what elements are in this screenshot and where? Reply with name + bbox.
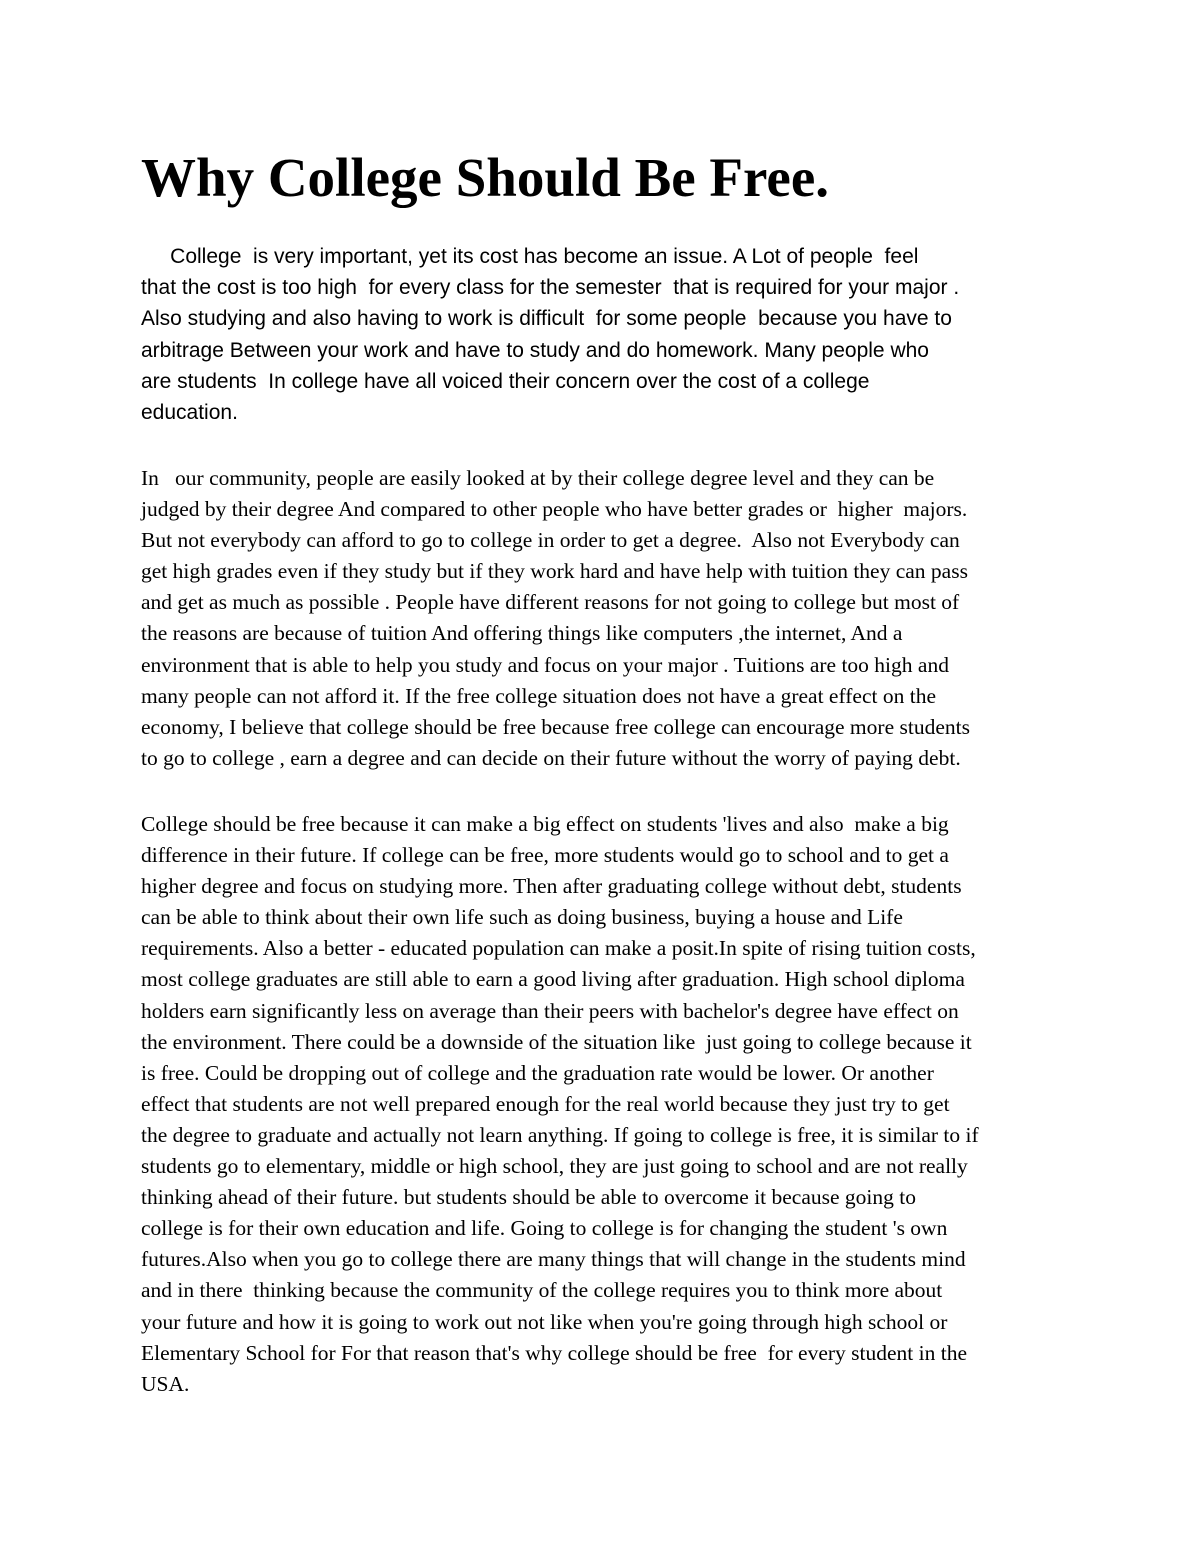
paragraph-line: effect that students are not well prepared enough for the real world because they just try to get [141, 1091, 950, 1116]
paragraph-line: Also studying and also having to work is difficult for some people because you have to [141, 307, 952, 331]
paragraph-line: environment that is able to help you study and focus on your major . Tuitions are too high and [141, 652, 949, 677]
paragraph-line: economy, I believe that college should be free because free college can encourage more students [141, 714, 970, 739]
paragraph-line: futures.Also when you go to college there are many things that will change in the students mind [141, 1247, 966, 1272]
paragraph-line: In our community, people are easily looked at by their college degree level and they can be [141, 466, 935, 490]
paragraph-line: education. [141, 401, 238, 425]
paragraph-line: USA. [141, 1371, 190, 1396]
paragraph-line: But not everybody can afford to go to college in order to get a degree. Also not Everybody can [141, 528, 960, 553]
paragraph-line: College should be free because it can make a big effect on students 'lives and also make a big [141, 812, 949, 836]
paragraph-line: and get as much as possible . People have different reasons for not going to college but most of [141, 590, 960, 615]
paragraph-line: is free. Could be dropping out of college and the graduation rate would be lower. Or another [141, 1060, 934, 1085]
paragraph-line: the environment. There could be a downside of the situation like just going to college because it [141, 1029, 972, 1054]
paragraph-line: most college graduates are still able to earn a good living after graduation. High school diploma [141, 967, 965, 992]
paragraph-1 [141, 241, 959, 428]
paragraph-line: the reasons are because of tuition And offering things like computers ,the internet, And a [141, 621, 903, 646]
paragraph-line: get high grades even if they study but if they work hard and have help with tuition they can pass [141, 559, 968, 584]
paragraph-line: Elementary School for For that reason that's why college should be free for every student in the [141, 1340, 968, 1365]
paragraph-line: difference in their future. If college can be free, more students would go to school and to get a [141, 843, 949, 868]
paragraph-line: are students In college have all voiced their concern over the cost of a college [141, 369, 870, 393]
paragraph-line: that the cost is too high for every class for the semester that is required for your major . [141, 276, 960, 300]
paragraph-line: many people can not afford it. If the free college situation does not have a great effect on the [141, 683, 936, 708]
paragraph-line: arbitrage Between your work and have to study and do homework. Many people who [141, 338, 929, 362]
paragraph-line: judged by their degree And compared to other people who have better grades or higher majors. [141, 497, 968, 522]
paragraph-line: higher degree and focus on studying more. Then after graduating college without debt, students [141, 874, 962, 899]
paragraph-2 [141, 463, 970, 774]
paragraph-line: thinking ahead of their future. but students should be able to overcome it because going to [141, 1185, 916, 1210]
paragraph-line: your future and how it is going to work out not like when you're going through high school or [141, 1309, 948, 1334]
paragraph-3 [141, 809, 979, 1400]
paragraph-line: and in there thinking because the community of the college requires you to think more about [141, 1278, 943, 1303]
paragraph-line: college is for their own education and life. Going to college is for changing the student 's own [141, 1216, 948, 1241]
paragraph-line: requirements. Also a better - educated population can make a posit.In spite of rising tuition costs, [141, 936, 976, 961]
paragraph-line: can be able to think about their own life such as doing business, buying a house and Life [141, 905, 903, 930]
paragraph-line: the degree to graduate and actually not learn anything. If going to college is free, it is similar to if [141, 1122, 979, 1147]
paragraph-line: to go to college , earn a degree and can decide on their future without the worry of paying debt. [141, 745, 961, 770]
paragraph-line: holders earn significantly less on average than their peers with bachelor's degree have effect on [141, 998, 959, 1023]
paragraph-line: students go to elementary, middle or high school, they are just going to school and are not really [141, 1154, 968, 1179]
document-title: Why College Should Be Free. [141, 147, 830, 208]
paragraph-line: College is very important, yet its cost has become an issue. A Lot of people feel [141, 245, 919, 268]
